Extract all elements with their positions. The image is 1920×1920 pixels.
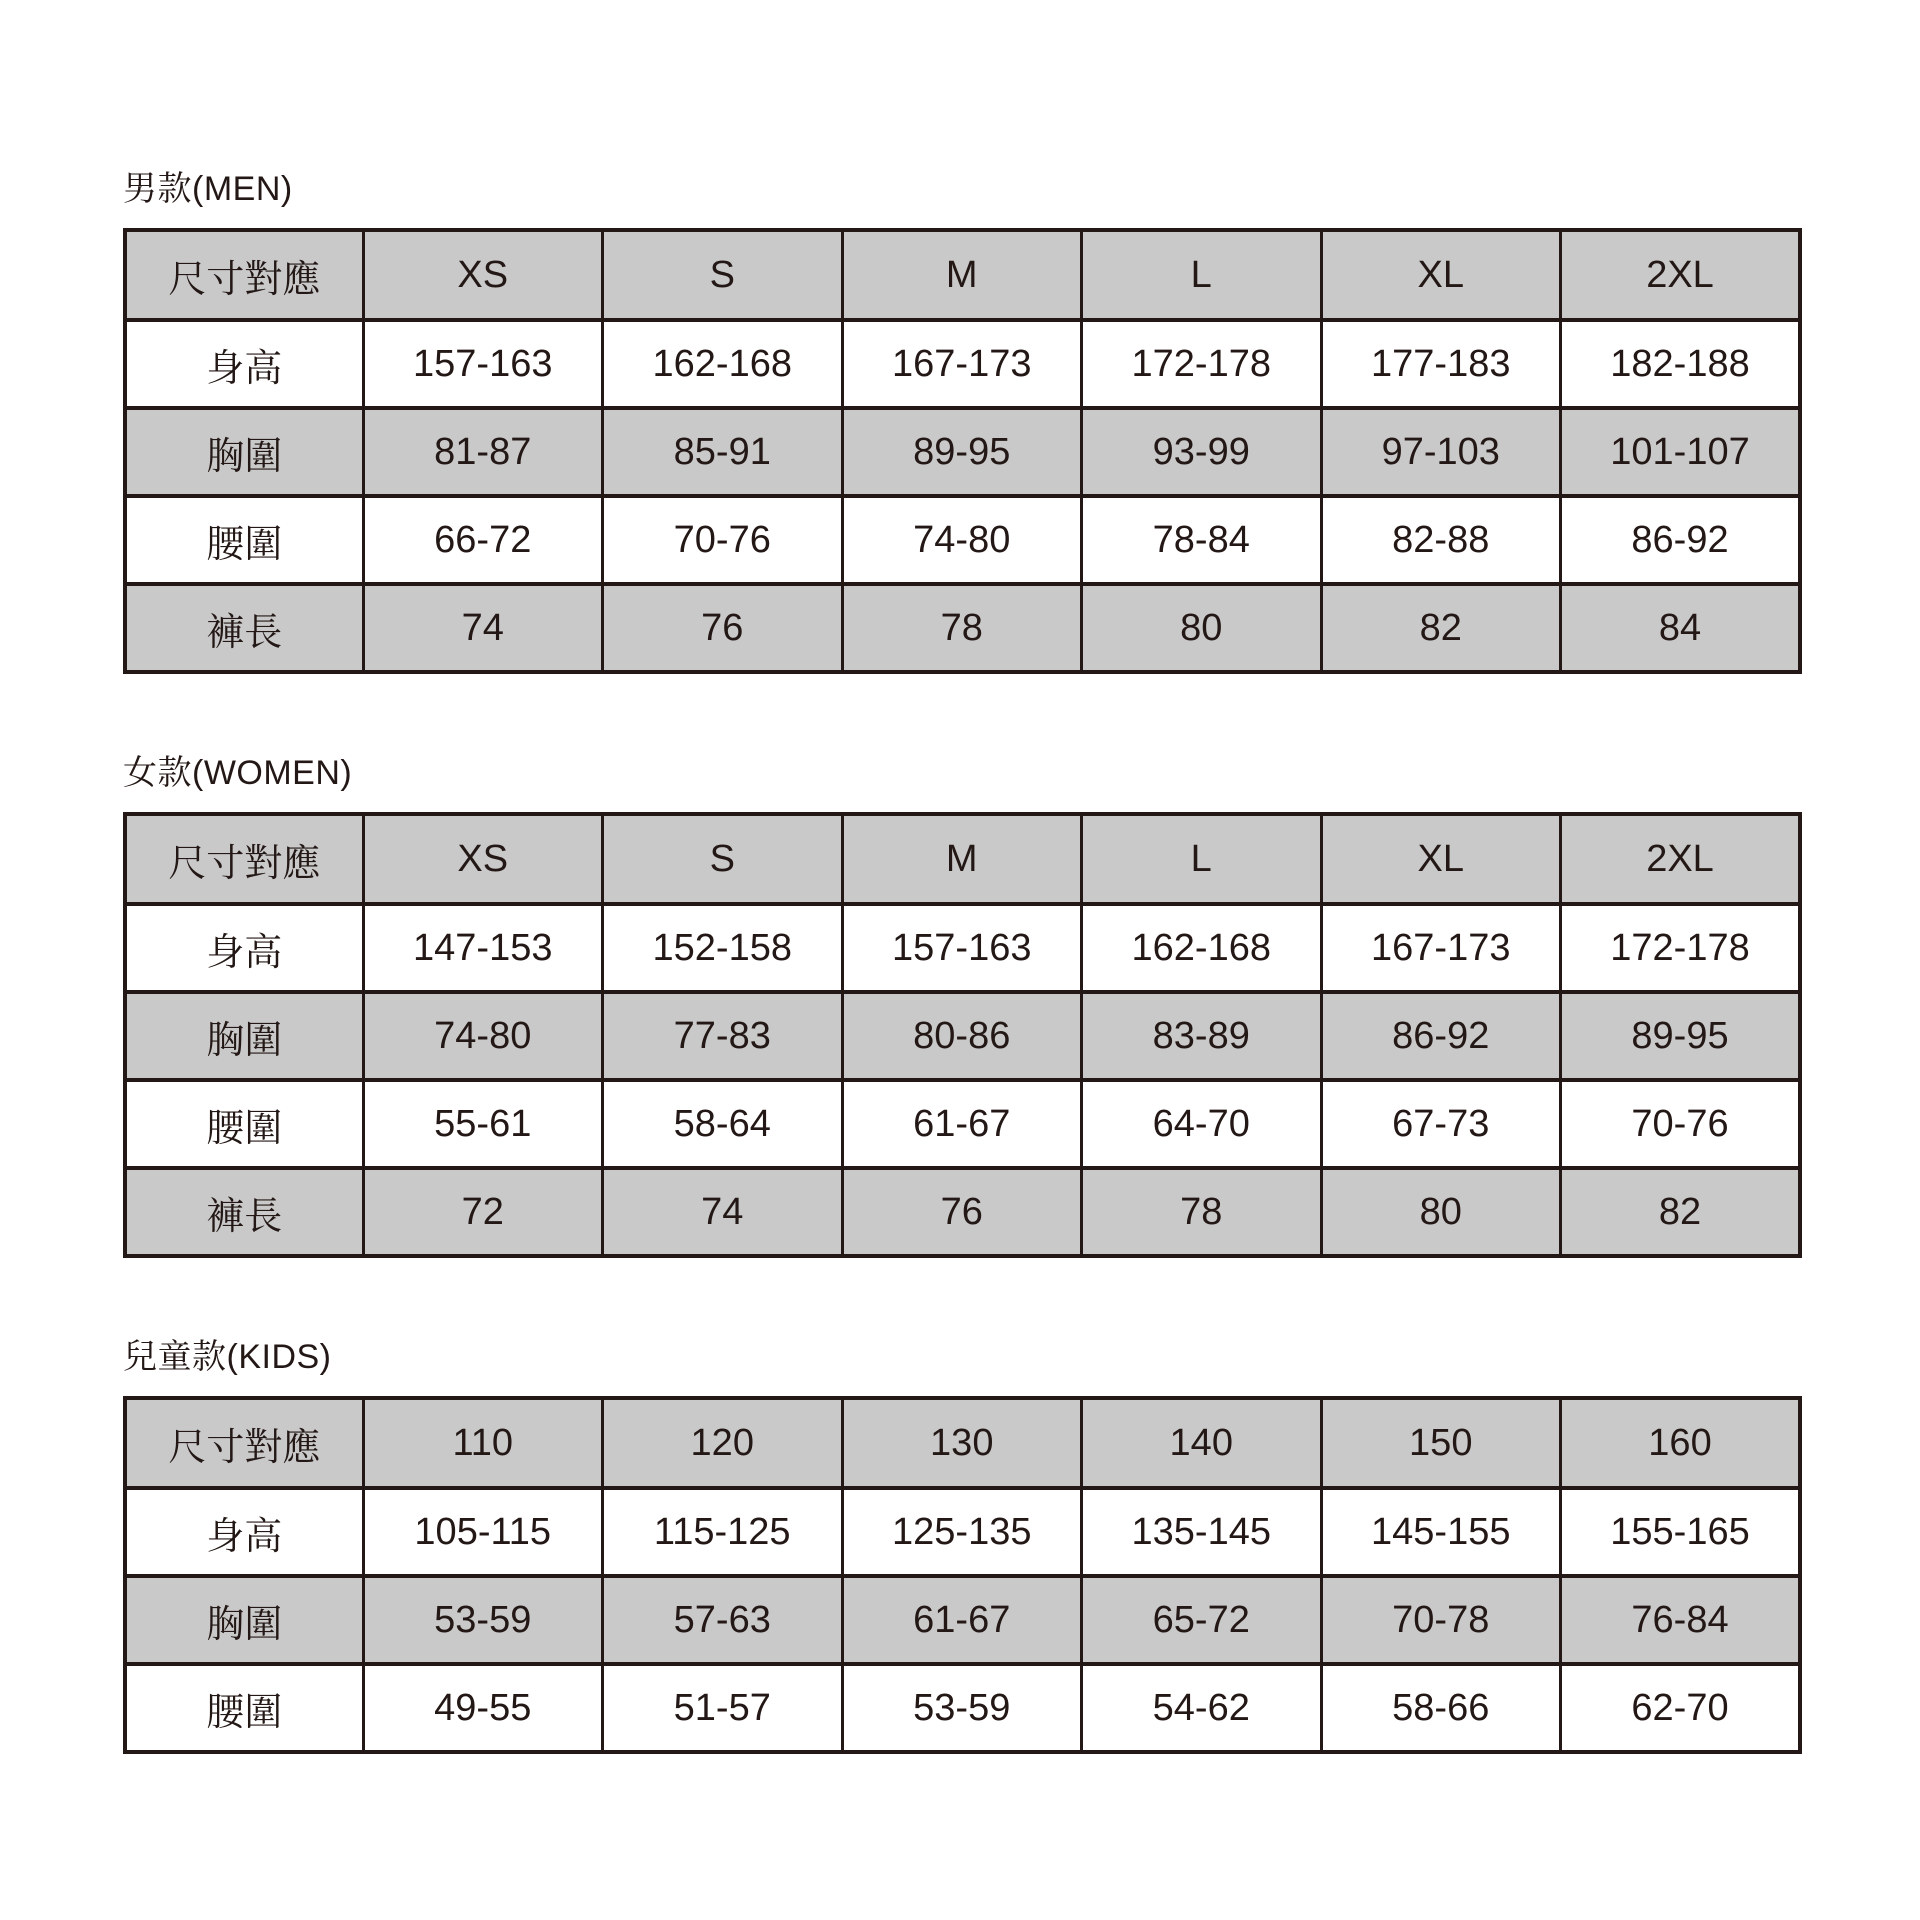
value-cell: 76-84 [1561, 1576, 1801, 1664]
value-cell: 162-168 [1082, 904, 1322, 992]
value-cell: 74 [363, 584, 603, 672]
value-cell: 61-67 [842, 1080, 1082, 1168]
col-header: XL [1321, 230, 1561, 320]
men-section-title: 男款(MEN) [123, 170, 293, 208]
value-cell: 74 [603, 1168, 843, 1256]
value-cell: 80-86 [842, 992, 1082, 1080]
kids-section-title: 兒童款(KIDS) [123, 1338, 332, 1376]
value-cell: 64-70 [1082, 1080, 1322, 1168]
value-cell: 157-163 [363, 320, 603, 408]
col-header: L [1082, 230, 1322, 320]
men-header-row [125, 230, 1800, 320]
value-cell: 78-84 [1082, 496, 1322, 584]
value-cell: 70-76 [603, 496, 843, 584]
men-height-row [125, 320, 1800, 408]
value-cell: 167-173 [1321, 904, 1561, 992]
value-cell: 86-92 [1321, 992, 1561, 1080]
value-cell: 78 [1082, 1168, 1322, 1256]
col-header: 150 [1321, 1398, 1561, 1488]
kids-section [123, 1336, 1802, 1754]
men-waist-row [125, 496, 1800, 584]
value-cell: 53-59 [842, 1664, 1082, 1752]
col-header: XS [363, 814, 603, 904]
women-section-title: 女款(WOMEN) [123, 754, 353, 792]
value-cell: 61-67 [842, 1576, 1082, 1664]
value-cell: 78 [842, 584, 1082, 672]
value-cell: 89-95 [842, 408, 1082, 496]
value-cell: 105-115 [363, 1488, 603, 1576]
col-header: 120 [603, 1398, 843, 1488]
value-cell: 76 [842, 1168, 1082, 1256]
kids-waist-row [125, 1664, 1800, 1752]
row-label: 腰圍 [125, 1080, 363, 1168]
women-header-row [125, 814, 1800, 904]
col-header: 140 [1082, 1398, 1322, 1488]
men-pant-length-row [125, 584, 1800, 672]
value-cell: 77-83 [603, 992, 843, 1080]
size-header-label: 尺寸對應 [125, 230, 363, 320]
value-cell: 53-59 [363, 1576, 603, 1664]
value-cell: 65-72 [1082, 1576, 1322, 1664]
value-cell: 80 [1082, 584, 1322, 672]
row-label: 胸圍 [125, 408, 363, 496]
size-header-label: 尺寸對應 [125, 814, 363, 904]
col-header: XL [1321, 814, 1561, 904]
women-size-table [123, 812, 1802, 1258]
col-header: L [1082, 814, 1322, 904]
value-cell: 177-183 [1321, 320, 1561, 408]
value-cell: 82-88 [1321, 496, 1561, 584]
value-cell: 72 [363, 1168, 603, 1256]
value-cell: 86-92 [1561, 496, 1801, 584]
value-cell: 67-73 [1321, 1080, 1561, 1168]
kids-size-table [123, 1396, 1802, 1754]
row-label: 褲長 [125, 584, 363, 672]
value-cell: 81-87 [363, 408, 603, 496]
col-header: M [842, 230, 1082, 320]
value-cell: 76 [603, 584, 843, 672]
row-label: 腰圍 [125, 496, 363, 584]
value-cell: 152-158 [603, 904, 843, 992]
women-section [123, 752, 1802, 1258]
kids-height-row [125, 1488, 1800, 1576]
value-cell: 57-63 [603, 1576, 843, 1664]
col-header: 2XL [1561, 814, 1801, 904]
row-label: 腰圍 [125, 1664, 363, 1752]
row-label: 身高 [125, 320, 363, 408]
women-height-row [125, 904, 1800, 992]
col-header: XS [363, 230, 603, 320]
value-cell: 62-70 [1561, 1664, 1801, 1752]
value-cell: 70-78 [1321, 1576, 1561, 1664]
value-cell: 55-61 [363, 1080, 603, 1168]
value-cell: 162-168 [603, 320, 843, 408]
value-cell: 82 [1561, 1168, 1801, 1256]
value-cell: 135-145 [1082, 1488, 1322, 1576]
value-cell: 85-91 [603, 408, 843, 496]
value-cell: 58-64 [603, 1080, 843, 1168]
value-cell: 80 [1321, 1168, 1561, 1256]
col-header: S [603, 814, 843, 904]
value-cell: 54-62 [1082, 1664, 1322, 1752]
value-cell: 82 [1321, 584, 1561, 672]
value-cell: 155-165 [1561, 1488, 1801, 1576]
value-cell: 74-80 [363, 992, 603, 1080]
value-cell: 83-89 [1082, 992, 1322, 1080]
row-label: 胸圍 [125, 992, 363, 1080]
kids-chest-row [125, 1576, 1800, 1664]
value-cell: 182-188 [1561, 320, 1801, 408]
value-cell: 172-178 [1082, 320, 1322, 408]
women-waist-row [125, 1080, 1800, 1168]
row-label: 身高 [125, 904, 363, 992]
men-chest-row [125, 408, 1800, 496]
col-header: M [842, 814, 1082, 904]
value-cell: 101-107 [1561, 408, 1801, 496]
row-label: 身高 [125, 1488, 363, 1576]
value-cell: 125-135 [842, 1488, 1082, 1576]
col-header: 2XL [1561, 230, 1801, 320]
value-cell: 115-125 [603, 1488, 843, 1576]
value-cell: 145-155 [1321, 1488, 1561, 1576]
row-label: 褲長 [125, 1168, 363, 1256]
value-cell: 172-178 [1561, 904, 1801, 992]
col-header: 160 [1561, 1398, 1801, 1488]
col-header: 110 [363, 1398, 603, 1488]
women-chest-row [125, 992, 1800, 1080]
men-section [123, 168, 1802, 674]
value-cell: 89-95 [1561, 992, 1801, 1080]
value-cell: 58-66 [1321, 1664, 1561, 1752]
size-header-label: 尺寸對應 [125, 1398, 363, 1488]
kids-header-row [125, 1398, 1800, 1488]
value-cell: 93-99 [1082, 408, 1322, 496]
men-size-table [123, 228, 1802, 674]
value-cell: 97-103 [1321, 408, 1561, 496]
value-cell: 74-80 [842, 496, 1082, 584]
value-cell: 51-57 [603, 1664, 843, 1752]
women-pant-length-row [125, 1168, 1800, 1256]
value-cell: 70-76 [1561, 1080, 1801, 1168]
value-cell: 66-72 [363, 496, 603, 584]
value-cell: 147-153 [363, 904, 603, 992]
row-label: 胸圍 [125, 1576, 363, 1664]
value-cell: 49-55 [363, 1664, 603, 1752]
col-header: S [603, 230, 843, 320]
value-cell: 167-173 [842, 320, 1082, 408]
col-header: 130 [842, 1398, 1082, 1488]
value-cell: 84 [1561, 584, 1801, 672]
value-cell: 157-163 [842, 904, 1082, 992]
